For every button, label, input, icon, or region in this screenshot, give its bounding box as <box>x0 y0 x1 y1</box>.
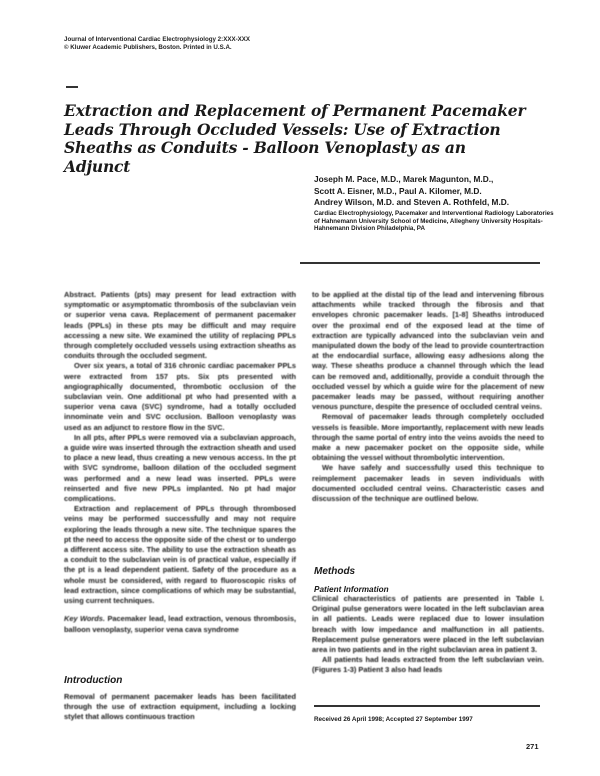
keywords-label: Key Words. <box>64 614 105 624</box>
abstract-column <box>64 290 296 635</box>
author-line: Joseph M. Pace, M.D., Marek Magunton, M.D., <box>314 174 494 184</box>
body-paragraph: Clinical characteristics of patients are presented in Table I. Original pulse generators were located in the left subclavian area in all patients. Leads were replaced due to lower insulation breach with low impedance and malfunction in all patients. Replacement pulse generators were placed in the left subclavian area in two patients and in the right subclavian area in patient 3. <box>312 594 544 655</box>
abstract-paragraph: In all pts, after PPLs were removed via a subclavian approach, a guide wire was inserted through the extraction sheath and used to place a new lead, thus creating a new venous access. In the pt with SVC syndrome, balloon dilation of the occluded segment was performed and a new lead was inserted. PPLs were reinserted and five new PPLs implanted. No pt had major complications. <box>64 432 296 504</box>
footnote-rule <box>314 705 540 707</box>
header-rule <box>300 262 540 264</box>
received-date: Received 26 April 1998; Accepted 27 September 1997 <box>314 716 473 723</box>
right-column <box>312 290 544 504</box>
body-paragraph: Removal of pacemaker leads through completely occluded vessels is feasible. More importantly, replacement with new leads through the same portal of entry into the veins avoids the need to make a new pacemaker pocket on the opposite side, while obtaining the vessel without thrombolytic intervention. <box>312 412 544 463</box>
abstract-paragraph: Abstract. Patients (pts) may present for lead extraction with symptomatic or asymptomatic thrombosis of the subclavian vein or superior vena cava. Replacement of permanent pacemaker leads (PPLs) in these pts may be difficult and may require accessing a new site. We examined the utility of replacing PPLs through completely occluded vessels using extraction sheaths as conduits through the occluded segment. <box>64 290 296 361</box>
journal-line-1: Journal of Interventional Cardiac Electrophysiology 2:XXX-XXX <box>64 36 251 43</box>
introduction-heading: Introduction <box>64 675 123 686</box>
abstract-paragraph: Over six years, a total of 316 chronic cardiac pacemaker PPLs were extracted from 157 pts. Six pts presented with angiographically documented, thrombotic occlusion of the subclavian vein. One additional pt who had presented with a superior vena cava (SVC) syndrome, had a totally occluded innominate vein and SVC occlusion. Balloon venoplasty was used as an adjunct to restore flow in the SVC. <box>64 361 296 432</box>
journal-line-2: © Kluwer Academic Publishers, Boston. Printed in U.S.A. <box>64 43 232 51</box>
author-line: Scott A. Eisner, M.D., Paul A. Kilomer, M.D. <box>314 185 482 196</box>
body-paragraph: All patients had leads extracted from the left subclavian vein. (Figures 1-3) Patient 3 also had leads <box>312 655 544 675</box>
section-mark <box>66 86 78 88</box>
article-title: Extraction and Replacement of Permanent Pacemaker Leads Through Occluded Vessels: Use of Extraction Sheaths as Conduits - Balloon Venoplasty as an Adjunct <box>64 101 526 176</box>
body-paragraph: to be applied at the distal tip of the lead and intervening fibrous attachments while tracked through the fibrosis and that envelopes chronic pacemaker leads. [1-8] Sheaths introduced over the proximal end of the exposed lead at the time of extraction are typically advanced into the subclavian vein and manipulated down the body of the lead to provide countertraction at the endocardial surface, allowing easy adhesions along the way. These sheaths produce a channel through which the lead can be removed and, additionally, provide a conduit through the occluded vessel by which a guide wire for the placement of new pacemaker leads may be passed, without requiring another venous puncture, despite the presence of occluded central veins. <box>312 290 544 412</box>
methods-body <box>312 594 544 676</box>
author-line: Andrey Wilson, M.D. and Steven A. Rothfeld, M.D. <box>314 197 510 207</box>
keywords <box>64 614 296 634</box>
methods-heading: Methods <box>314 566 356 577</box>
affiliation: Cardiac Electrophysiology, Pacemaker and Interventional Radiology Laboratories of Hahnemann University School of Medicine, Allegheny University Hospitals-Hahnemann Division Philadelphia, PA <box>314 210 554 233</box>
keywords-text: Pacemaker lead, lead extraction, venous thrombosis, balloon venoplasty, superior vena cava syndrome <box>64 614 297 634</box>
introduction-body: Removal of permanent pacemaker leads has been facilitated through the use of extraction equipment, including a locking stylet that allows continuous traction <box>64 692 296 722</box>
body-paragraph: We have safely and successfully used this technique to reimplement pacemaker leads in seven individuals with documented occluded central veins. Characteristic cases and discussion of the technique are outlined below. <box>312 463 544 504</box>
authors-block <box>314 174 554 209</box>
patient-information-subheading: Patient Information <box>314 585 389 594</box>
journal-header <box>64 36 364 51</box>
page-number: 271 <box>526 742 539 751</box>
abstract-paragraph: Extraction and replacement of PPLs through thrombosed veins may be performed successfully and may not require exploring the leads through a new site. The technique spares the pt the need to access the opposite side of the chest or to undergo a different access site. The ability to use the extraction sheath as a conduit to the subclavian vein is of practical value, especially if the pt is a lead dependent patient. Safety of the procedure as a whole must be considered, with regard to fluoroscopic risks of lead extraction, since complications of which may be substantial, using current techniques. <box>64 504 296 606</box>
